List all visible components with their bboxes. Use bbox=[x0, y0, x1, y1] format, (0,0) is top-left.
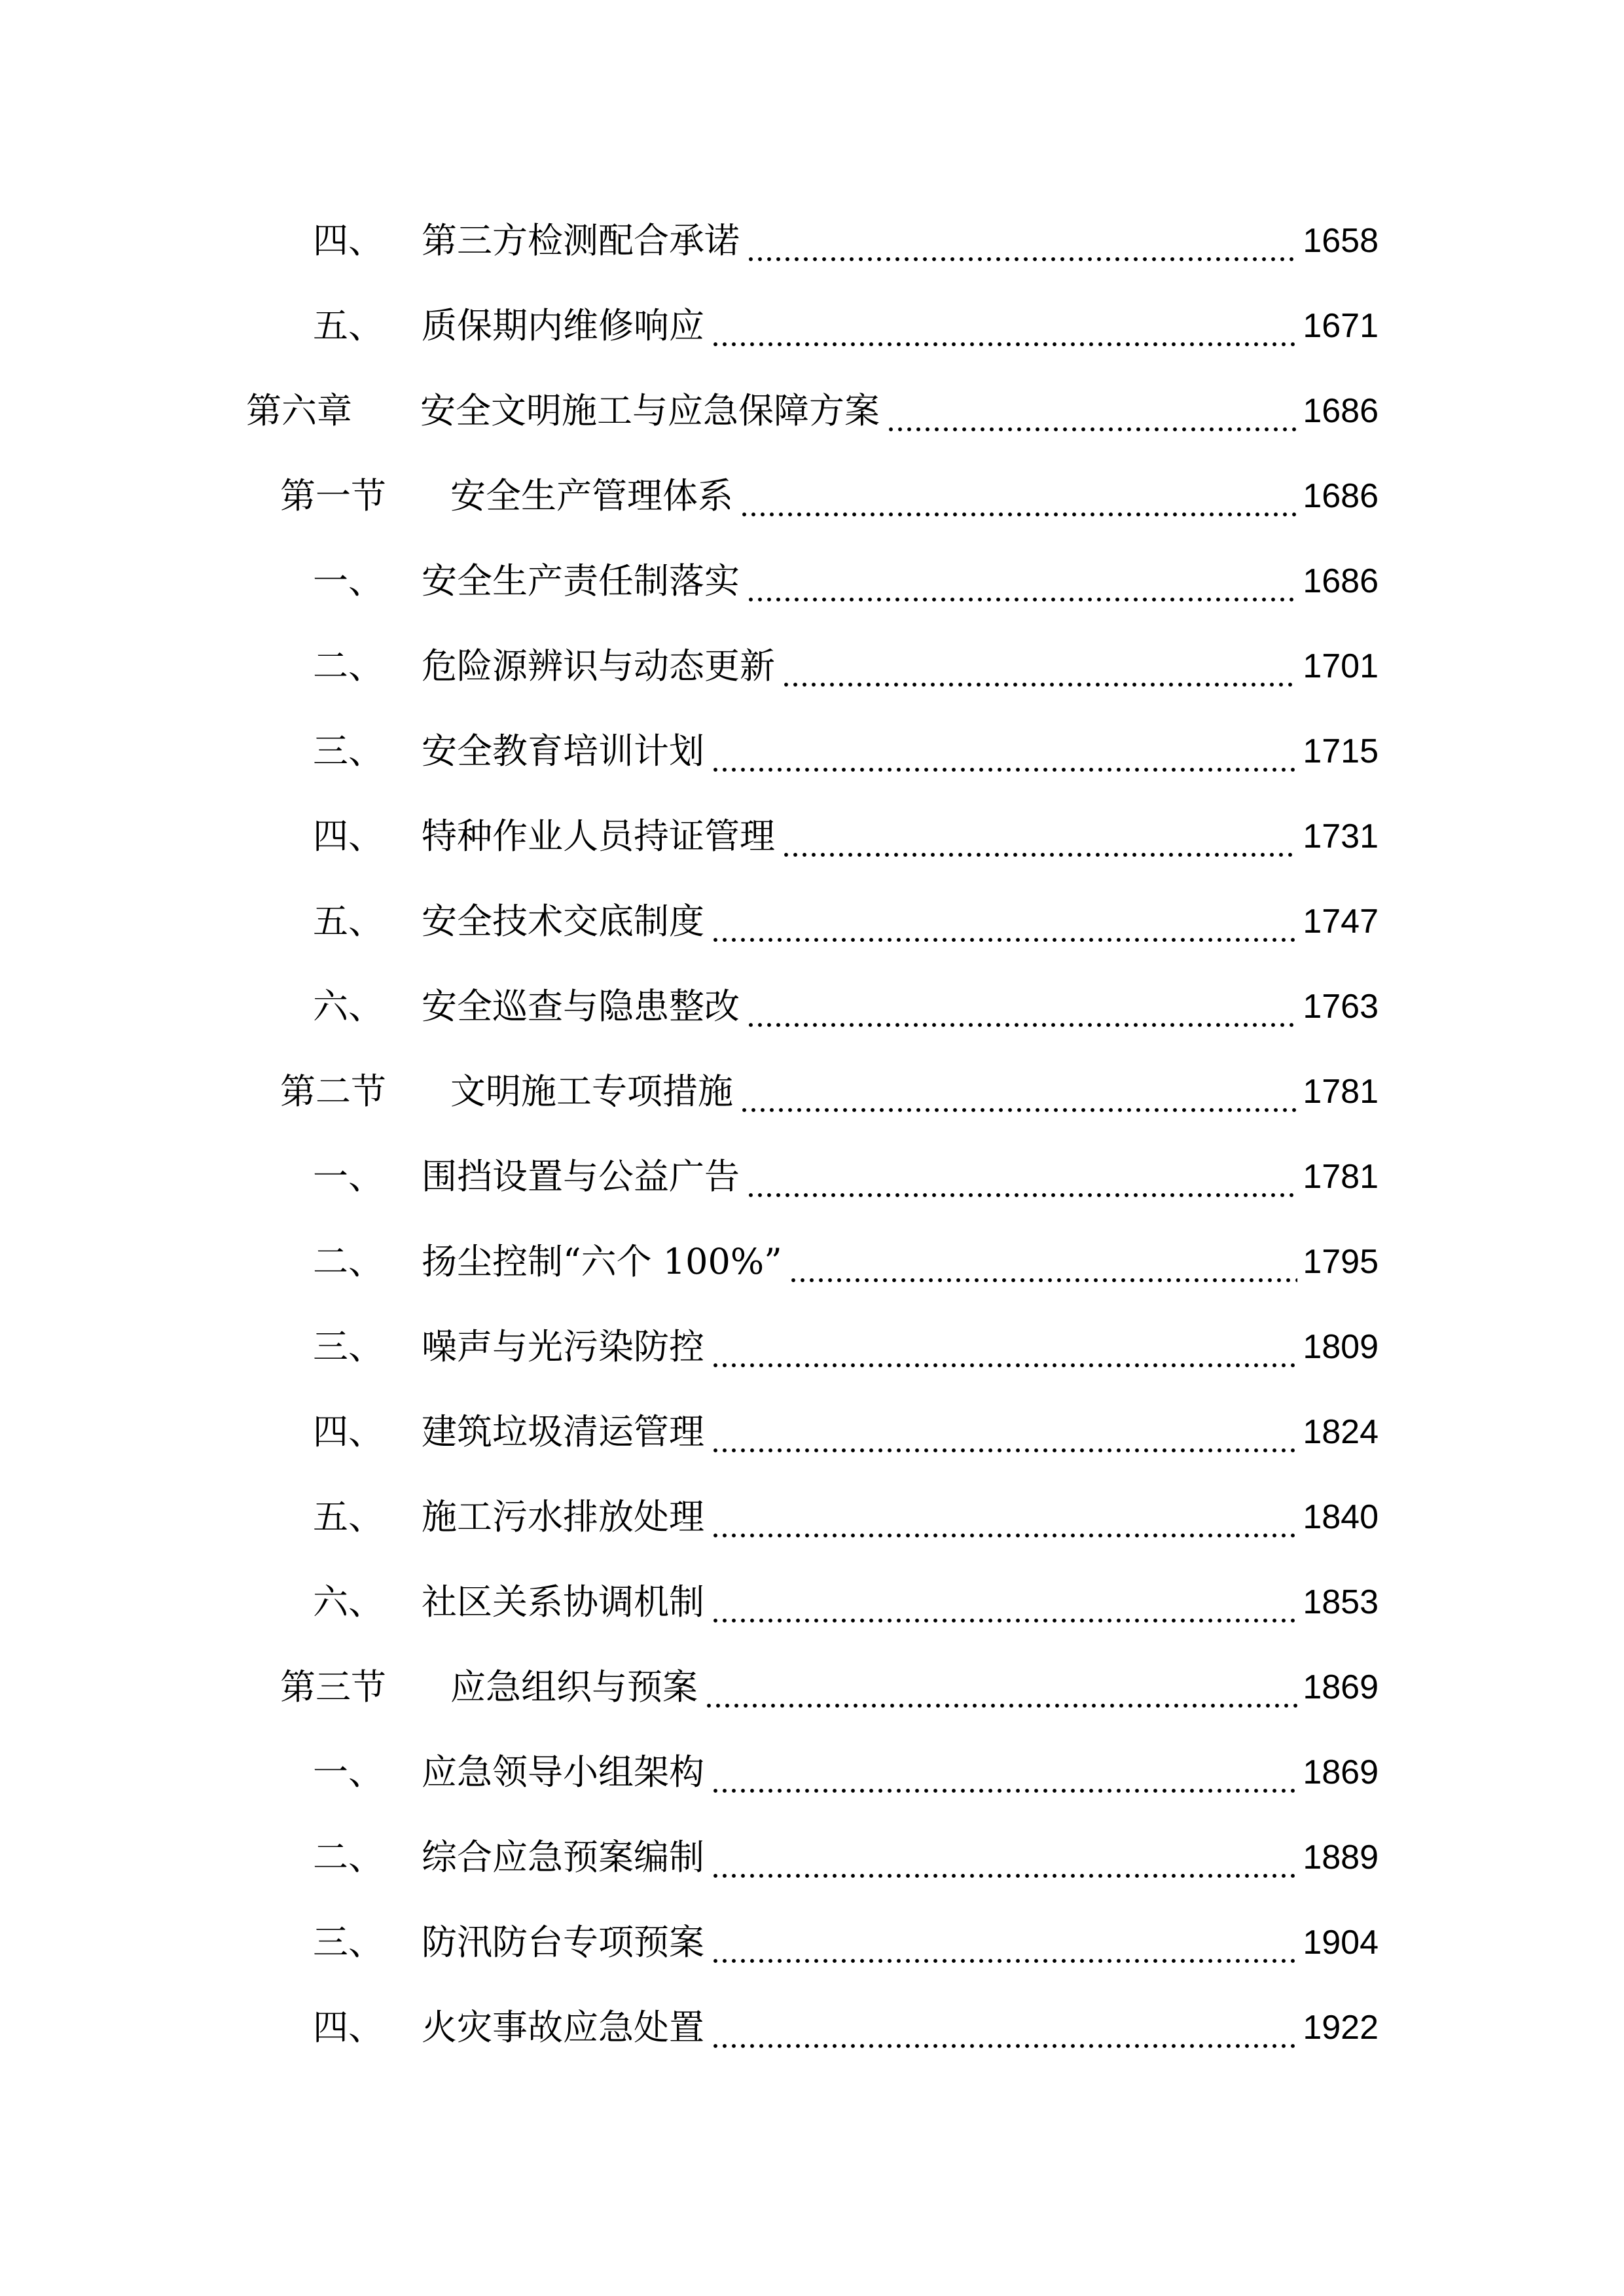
toc-entry-page: 1853 bbox=[1303, 1583, 1379, 1621]
toc-entry-number: 三、 bbox=[313, 730, 384, 772]
toc-entry[interactable] bbox=[313, 800, 1379, 872]
dot-leader bbox=[711, 715, 1297, 787]
toc-entry-number: 五、 bbox=[313, 305, 384, 346]
dot-leader bbox=[711, 1311, 1297, 1383]
dot-leader bbox=[746, 545, 1297, 617]
toc-entry-title: 安全教育培训计划 bbox=[422, 730, 704, 772]
dot-leader bbox=[746, 1141, 1297, 1213]
toc-entry-title: 围挡设置与公益广告 bbox=[422, 1156, 740, 1197]
toc-entry-title: 危险源辨识与动态更新 bbox=[422, 645, 775, 687]
toc-entry-title: 扬尘控制“六个 100%” bbox=[422, 1241, 782, 1282]
toc-entry-page: 1686 bbox=[1303, 477, 1379, 515]
dot-leader bbox=[782, 630, 1297, 702]
toc-entry-page: 1747 bbox=[1303, 903, 1379, 941]
dot-leader bbox=[711, 290, 1297, 362]
toc-entry-page: 1904 bbox=[1303, 1924, 1379, 1962]
toc-entry-number: 一、 bbox=[313, 1156, 384, 1197]
toc-section-entry[interactable] bbox=[280, 1056, 1379, 1128]
toc-section-number: 第三节 bbox=[280, 1666, 386, 1708]
toc-entry-number: 三、 bbox=[313, 1922, 384, 1963]
toc-entry-title: 施工污水排放处理 bbox=[422, 1496, 704, 1537]
toc-entry-number: 二、 bbox=[313, 1241, 384, 1282]
toc-entry-page: 1869 bbox=[1303, 1753, 1379, 1791]
toc-entry-title: 质保期内维修响应 bbox=[422, 305, 704, 346]
toc-entry[interactable] bbox=[313, 1566, 1379, 1638]
toc-entry-page: 1686 bbox=[1303, 392, 1379, 430]
dot-leader bbox=[711, 1907, 1297, 1979]
dot-leader bbox=[746, 205, 1297, 277]
toc-entry-number: 四、 bbox=[313, 220, 384, 261]
toc-entry-page: 1671 bbox=[1303, 307, 1379, 345]
toc-entry-title: 应急领导小组架构 bbox=[422, 1751, 704, 1793]
toc-entry-number: 四、 bbox=[313, 2007, 384, 2048]
dot-leader bbox=[740, 460, 1297, 532]
toc-entry[interactable] bbox=[313, 1481, 1379, 1553]
toc-entry-page: 1686 bbox=[1303, 562, 1379, 600]
toc-entry-page: 1781 bbox=[1303, 1158, 1379, 1196]
dot-leader bbox=[740, 1056, 1297, 1128]
toc-entry[interactable] bbox=[313, 886, 1379, 958]
toc-entry[interactable] bbox=[313, 1396, 1379, 1468]
toc-chapter-title: 安全文明施工与应急保障方案 bbox=[420, 390, 880, 431]
toc-entry-title: 火灾事故应急处置 bbox=[422, 2007, 704, 2048]
dot-leader bbox=[711, 1396, 1297, 1468]
toc-entry-page: 1763 bbox=[1303, 988, 1379, 1026]
toc-entry-title: 第三方检测配合承诺 bbox=[422, 220, 740, 261]
toc-entry[interactable] bbox=[313, 971, 1379, 1043]
toc-entry-number: 六、 bbox=[313, 986, 384, 1027]
toc-entry-page: 1715 bbox=[1303, 732, 1379, 770]
toc-section-title: 应急组织与预案 bbox=[450, 1666, 698, 1708]
toc-entry-title: 防汛防台专项预案 bbox=[422, 1922, 704, 1963]
dot-leader bbox=[746, 971, 1297, 1043]
toc-entry-page: 1701 bbox=[1303, 647, 1379, 685]
toc-entry[interactable] bbox=[313, 290, 1379, 362]
toc-entry-number: 二、 bbox=[313, 1837, 384, 1878]
toc-entry-page: 1824 bbox=[1303, 1413, 1379, 1451]
dot-leader bbox=[711, 1821, 1297, 1893]
toc-entry[interactable] bbox=[313, 1226, 1379, 1298]
toc-entry-number: 六、 bbox=[313, 1581, 384, 1623]
toc-entry-page: 1658 bbox=[1303, 222, 1379, 260]
dot-leader bbox=[886, 375, 1297, 447]
toc-entry[interactable] bbox=[313, 1736, 1379, 1808]
toc-section-number: 第二节 bbox=[280, 1071, 386, 1112]
toc-entry[interactable] bbox=[313, 715, 1379, 787]
toc-entry-title: 特种作业人员持证管理 bbox=[422, 816, 775, 857]
toc-entry[interactable] bbox=[313, 1821, 1379, 1893]
toc-section-title: 文明施工专项措施 bbox=[450, 1071, 733, 1112]
toc-entry[interactable] bbox=[313, 205, 1379, 277]
toc-entry-number: 三、 bbox=[313, 1326, 384, 1367]
toc-entry[interactable] bbox=[313, 1141, 1379, 1213]
toc-entry[interactable] bbox=[313, 1992, 1379, 2064]
toc-entry-number: 一、 bbox=[313, 560, 384, 601]
toc-chapter-number: 第六章 bbox=[246, 390, 352, 431]
toc-entry-page: 1809 bbox=[1303, 1328, 1379, 1366]
toc-entry-number: 四、 bbox=[313, 1411, 384, 1452]
toc-entry-page: 1922 bbox=[1303, 2009, 1379, 2047]
toc-entry-page: 1781 bbox=[1303, 1073, 1379, 1111]
dot-leader bbox=[711, 1481, 1297, 1553]
dot-leader bbox=[711, 1992, 1297, 2064]
toc-section-entry[interactable] bbox=[280, 1651, 1379, 1723]
toc-entry-number: 二、 bbox=[313, 645, 384, 687]
dot-leader bbox=[789, 1226, 1298, 1298]
dot-leader bbox=[711, 1566, 1297, 1638]
toc-entry-page: 1731 bbox=[1303, 817, 1379, 855]
toc-entry-title: 社区关系协调机制 bbox=[422, 1581, 704, 1623]
toc-entry[interactable] bbox=[313, 1907, 1379, 1979]
toc-section-number: 第一节 bbox=[280, 475, 386, 516]
toc-entry-number: 四、 bbox=[313, 816, 384, 857]
toc-entry-page: 1840 bbox=[1303, 1498, 1379, 1536]
toc-entry-title: 综合应急预案编制 bbox=[422, 1837, 704, 1878]
toc-section-title: 安全生产管理体系 bbox=[450, 475, 733, 516]
toc-entry-title: 建筑垃圾清运管理 bbox=[422, 1411, 704, 1452]
toc-entry-title: 噪声与光污染防控 bbox=[422, 1326, 704, 1367]
dot-leader bbox=[704, 1651, 1297, 1723]
toc-entry-title: 安全生产责任制落实 bbox=[422, 560, 740, 601]
toc-chapter-entry[interactable] bbox=[246, 375, 1379, 447]
dot-leader bbox=[782, 800, 1297, 872]
toc-entry[interactable] bbox=[313, 545, 1379, 617]
toc-section-entry[interactable] bbox=[280, 460, 1379, 532]
toc-entry-number: 五、 bbox=[313, 901, 384, 942]
dot-leader bbox=[711, 886, 1297, 958]
toc-entry[interactable] bbox=[313, 1311, 1379, 1383]
toc-entry-page: 1795 bbox=[1303, 1243, 1379, 1281]
toc-entry[interactable] bbox=[313, 630, 1379, 702]
toc-entry-page: 1869 bbox=[1303, 1668, 1379, 1706]
toc-entry-number: 五、 bbox=[313, 1496, 384, 1537]
toc-entry-title: 安全技术交底制度 bbox=[422, 901, 704, 942]
toc-entry-number: 一、 bbox=[313, 1751, 384, 1793]
dot-leader bbox=[711, 1736, 1297, 1808]
toc-entry-page: 1889 bbox=[1303, 1839, 1379, 1876]
toc-entry-title: 安全巡查与隐患整改 bbox=[422, 986, 740, 1027]
